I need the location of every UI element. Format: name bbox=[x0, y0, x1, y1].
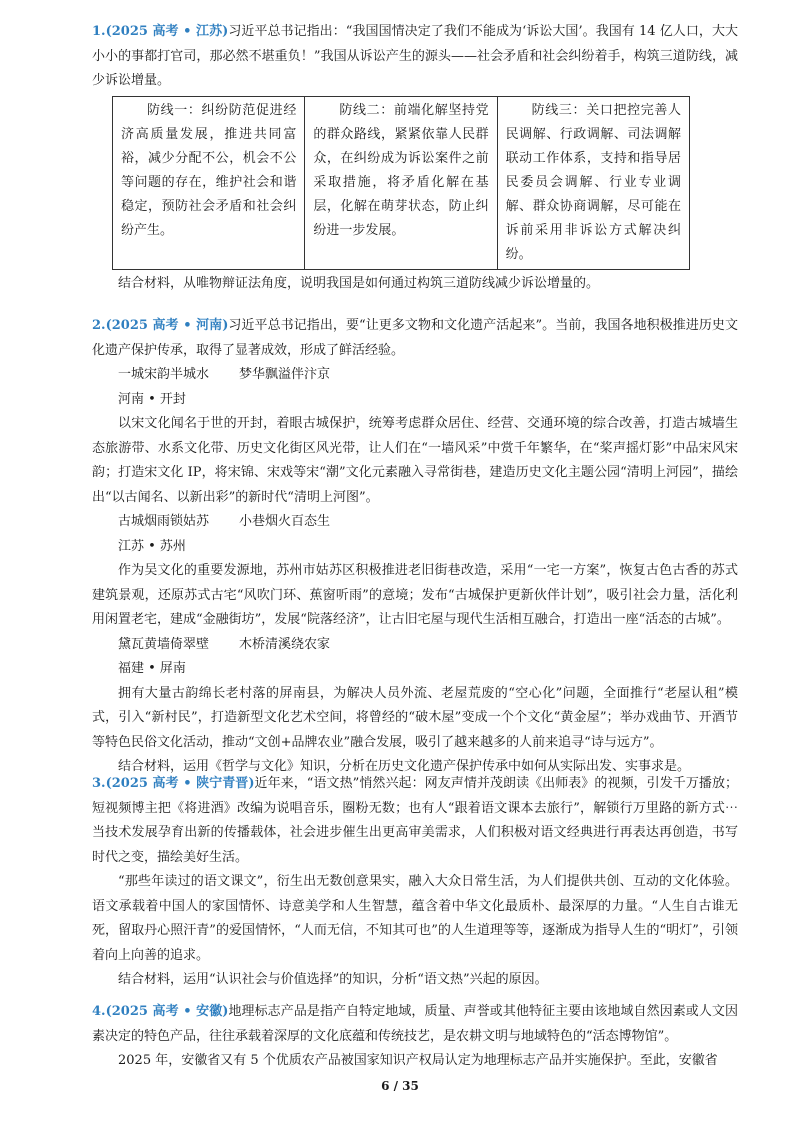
q3-source: (2025 高考 • 陕宁青晋) bbox=[105, 776, 255, 791]
defense-line-1: 防线一：纠纷防范促进经济高质量发展，推进共同富裕，减少分配不公，机会不公等问题的存在，维护社会和谐稳定，预防社会矛盾和社会纠纷产生。 bbox=[113, 96, 305, 269]
question-3 bbox=[92, 772, 738, 993]
question-4 bbox=[92, 1000, 738, 1074]
question-2 bbox=[92, 314, 738, 780]
q3-number: 3. bbox=[92, 776, 106, 791]
q1-question: 结合材料，从唯物辩证法角度，说明我国是如何通过构筑三道防线减少诉讼增量的。 bbox=[118, 275, 600, 291]
case-suzhou-text: 作为吴文化的重要发源地，苏州市姑苏区积极推进老旧街巷改造，采用“一宅一方案”，恢复古色古香的苏式建筑景观，还原苏式古宅“风吹门环、蕉窗听雨”的意境；发布“古城保护更新伙伴计划”，吸引社会力量，活化利用闲置老宅，建成“金融街坊”，发展“院落经济”，让古旧宅屋与现代生活相互融合，打造出一座“活态的古城”。 bbox=[92, 563, 738, 627]
case-suzhou-title-a: 古城烟雨锁姑苏 bbox=[118, 514, 210, 529]
q1-intro-paragraph bbox=[92, 20, 738, 94]
q3-intro-paragraph bbox=[92, 772, 738, 870]
case-kaifeng-place: 河南 • 开封 bbox=[118, 391, 186, 407]
case-pingnan-title-b: 木桥清溪绕农家 bbox=[239, 636, 331, 652]
q4-source: (2025 高考 • 安徽) bbox=[105, 1004, 229, 1019]
q2-source: (2025 高考 • 河南) bbox=[105, 318, 229, 333]
case-kaifeng-title bbox=[92, 363, 738, 388]
q4-intro: 地理标志产品是指产自特定地域，质量、声誉或其他特征主要由该地域自然因素或人文因素决定的特色产品，往往承载着深厚的文化底蕴和传统技艺，是农耕文明与地域特色的“活态博物馆”。 bbox=[92, 1004, 738, 1044]
case-suzhou-title-b: 小巷烟火百态生 bbox=[239, 514, 331, 529]
q2-number: 2. bbox=[92, 318, 106, 333]
case-kaifeng-text: 以宋文化闻名于世的开封，着眼古城保护，统筹考虑群众居住、经营、交通环境的综合改善，打造古城墙生态旅游带、水系文化带、历史文化街区风光带，让人们在“一墙风采”中赏千年繁华，在“桨声摇灯影”中品宋风宋韵；打造宋文化 IP，将宋锦、宋戏等宋“潮”文化元素融入寻常街巷，建造历史文化主题公园“清明上河园”，描绘出“以古闻名、以新出彩”的新时代“清明上河图”。 bbox=[92, 416, 738, 505]
q2-question: 结合材料，运用《哲学与文化》知识，分析在历史文化遗产保护传承中如何从实际出发、实事求是。 bbox=[118, 759, 691, 774]
q2-intro: 习近平总书记指出，要“让更多文物和文化遗产活起来”。当前，我国各地积极推进历史文化遗产保护传承，取得了显著成效，形成了鲜活经验。 bbox=[92, 318, 738, 358]
case-pingnan-place: 福建 • 屏南 bbox=[118, 661, 186, 676]
q3-intro: 近年来，“语文热”悄然兴起：网友声情并茂朗读《出师表》的视频，引发千万播放；短视频博主把《将进酒》改编为说唱音乐，圈粉无数；也有人“跟着语文课本去旅行”，解锁行万里路的新方式⋯当技术发展孕育出新的传播载体，社会进步催生出更高审美需求，人们积极对语文经典进行再表达再创造，书写时代之变，描绘美好生活。 bbox=[92, 776, 739, 865]
page-number: 6 / 35 bbox=[381, 1079, 419, 1093]
q2-intro-paragraph bbox=[92, 314, 738, 363]
q4-intro-paragraph bbox=[92, 1000, 738, 1049]
case-pingnan-text: 拥有大量古韵绵长老村落的屏南县，为解决人员外流、老屋荒废的“空心化”问题，全面推行“老屋认租”模式，引入“新村民”，打造新型文化艺术空间，将曾经的“破木屋”变成一个个文化“黄金屋”；举办戏曲节、开酒节等特色民俗文化活动，推动“文创+品牌农业”融合发展，吸引了越来越多的人前来追寻“诗与远方”。 bbox=[92, 685, 738, 750]
case-pingnan-title-a: 黛瓦黄墙倚翠壁 bbox=[118, 636, 210, 652]
case-suzhou-title bbox=[92, 510, 738, 535]
case-pingnan-title bbox=[92, 633, 738, 658]
q3-question: 结合材料，运用“认识社会与价值选择”的知识，分析“语文热”兴起的原因。 bbox=[118, 972, 548, 987]
case-suzhou-place: 江苏 • 苏州 bbox=[118, 538, 186, 554]
q4-paragraph-2: 2025 年，安徽省又有 5 个优质农产品被国家知识产权局认定为地理标志产品并实施保护。至此，安徽省 bbox=[118, 1053, 718, 1068]
q1-intro: 习近平总书记指出：“我国国情决定了我们不能成为‘诉讼大国’。我国有 14 亿人口，大大小小的事都打官司，那必然不堪重负！”我国从诉讼产生的源头——社会矛盾和社会纠纷着手，构筑三道防线，减少诉讼增量。 bbox=[92, 24, 739, 88]
q1-source: (2025 高考 • 江苏) bbox=[105, 24, 229, 39]
q4-number: 4. bbox=[92, 1004, 106, 1019]
case-kaifeng-title-a: 一城宋韵半城水 bbox=[118, 367, 210, 382]
defense-line-3: 防线三：关口把控完善人民调解、行政调解、司法调解联动工作体系，支持和指导居民委员会调解、行业专业调解、群众协商调解，尽可能在诉前采用非诉讼方式解决纠纷。 bbox=[497, 96, 689, 269]
q3-paragraph-2: “那些年读过的语文课文”，衍生出无数创意果实，融入大众日常生活，为人们提供共创、互动的文化体验。语文承载着中国人的家国情怀、诗意美学和人生智慧，蕴含着中华文化最质朴、最深厚的力量。“人生自古谁无死，留取丹心照汗青”的爱国情怀，“人而无信，不知其可也”的人生道理等等，逐渐成为指导人生的“明灯”，引领着向上向善的追求。 bbox=[92, 874, 738, 963]
defense-lines-table bbox=[112, 96, 690, 270]
question-1 bbox=[92, 20, 738, 296]
q1-number: 1. bbox=[92, 24, 106, 39]
defense-line-2: 防线二：前端化解坚持党的群众路线，紧紧依靠人民群众，在纠纷成为诉讼案件之前采取措施，将矛盾化解在基层，化解在萌芽状态，防止纠纷进一步发展。 bbox=[305, 96, 497, 269]
case-kaifeng-title-b: 梦华飘溢伴汴京 bbox=[239, 367, 331, 382]
